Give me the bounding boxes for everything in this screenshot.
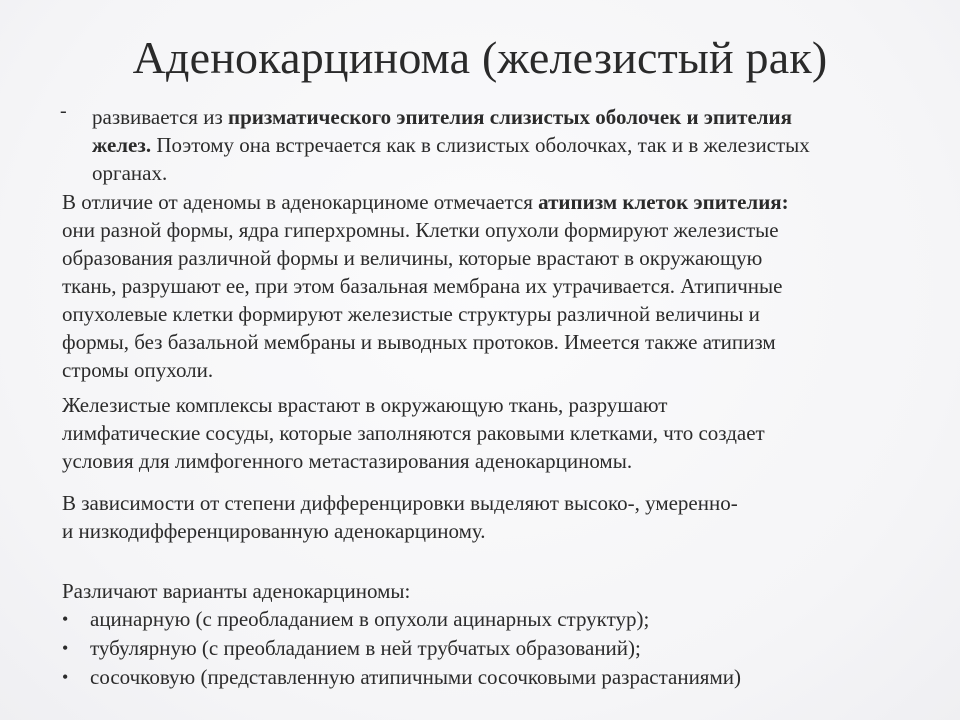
text-line: лимфатические сосуды, которые заполняются раковыми клетками, что создает (62, 421, 765, 445)
text-line (92, 103, 930, 131)
text-line: опухолевые клетки формируют железистые структуры различной величины и (62, 302, 760, 326)
text-run: развивается из (92, 105, 228, 129)
list-item (62, 605, 922, 634)
bold-term: призматического эпителия слизистых оболочек и эпителия (228, 105, 793, 129)
dash-item-text (92, 103, 930, 187)
text-run: Поэтому она встречается как в слизистых оболочках, так и в железистых (151, 133, 810, 157)
list-item (62, 634, 922, 663)
text-line: стромы опухоли. (62, 358, 214, 382)
text-line (92, 131, 930, 159)
text-line: и низкодифференцированную аденокарциному. (62, 519, 486, 543)
variants-section (62, 577, 922, 692)
bold-term: желез. (92, 133, 152, 157)
dash-list-item (60, 100, 930, 187)
text-line: условия для лимфогенного метастазирования аденокарциномы. (62, 449, 633, 473)
text-line: Железистые комплексы врастают в окружающую ткань, разрушают (62, 393, 668, 417)
bullet-icon: • (62, 609, 69, 629)
variants-intro: Различают варианты аденокарциномы: (62, 579, 411, 603)
paragraph-invasion (62, 391, 922, 475)
bullet-icon: • (62, 667, 69, 687)
paragraph-atypism (62, 188, 922, 384)
text-line: они разной формы, ядра гиперхромны. Клетки опухоли формируют железистые (62, 218, 779, 242)
dash-marker: - (60, 100, 67, 122)
list-item (62, 663, 922, 692)
bold-term: атипизм клеток эпителия: (538, 190, 789, 214)
text-line: органах. (92, 161, 168, 185)
paragraph-differentiation (62, 489, 922, 545)
variants-list (62, 605, 922, 692)
text-line: В зависимости от степени дифференцировки выделяют высоко-, умеренно- (62, 491, 738, 515)
text-line: формы, без базальной мембраны и выводных протоков. Имеется также атипизм (62, 330, 776, 354)
text-line: образования различной формы и величины, которые врастают в окружающую (62, 246, 763, 270)
bullet-icon: • (62, 638, 69, 658)
list-item-text: сосочковую (представленную атипичными сосочковыми разрастаниями) (90, 665, 741, 689)
text-line (62, 188, 922, 216)
slide-title: Аденокарцинома (железистый рак) (132, 32, 828, 83)
text-run: В отличие от аденомы в аденокарциноме отмечается (62, 190, 539, 214)
list-item-text: ацинарную (с преобладанием в опухоли ацинарных структур); (90, 607, 650, 631)
text-line: ткань, разрушают ее, при этом базальная мембрана их утрачивается. Атипичные (62, 274, 783, 298)
list-item-text: тубулярную (с преобладанием в ней трубчатых образований); (90, 636, 641, 660)
